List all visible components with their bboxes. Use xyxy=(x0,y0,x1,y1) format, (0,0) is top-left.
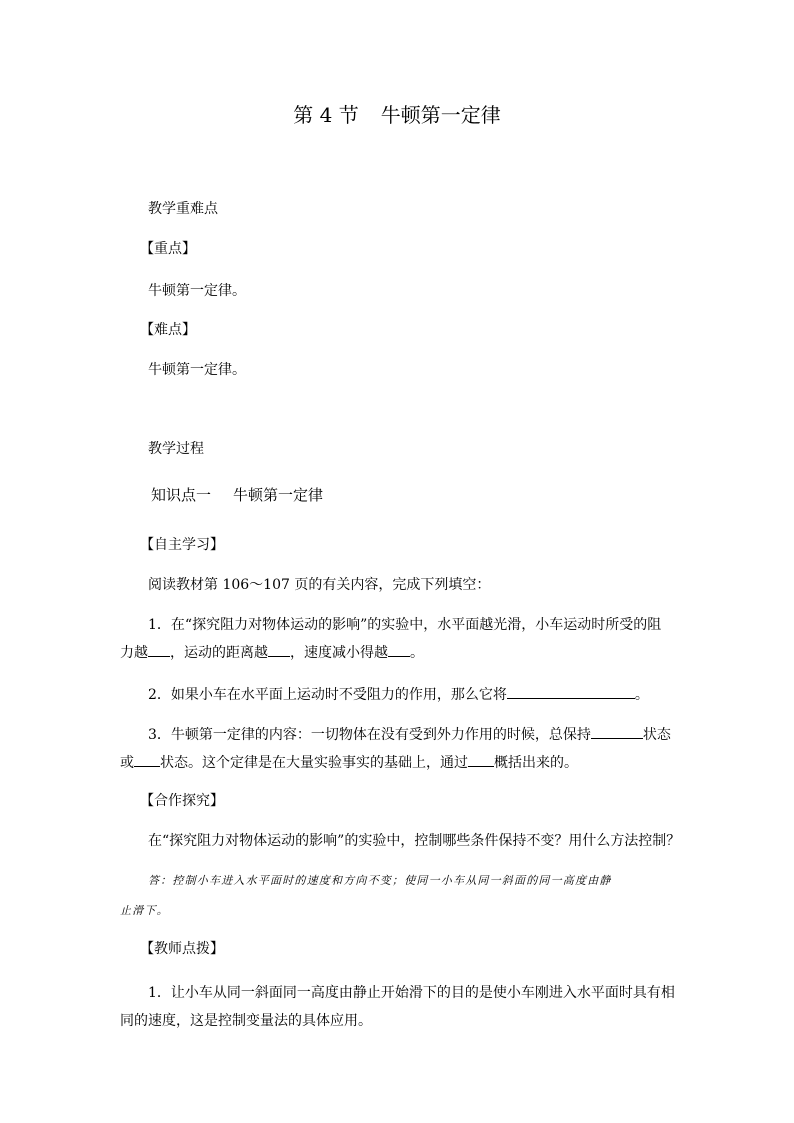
kp-label: 知识点一 xyxy=(151,486,212,504)
intro-text: 阅读教材第 106～107 页的有关内容，完成下列填空： xyxy=(148,577,491,593)
question-3-line-2: 或 状态。这个定律是在大量实验事实的基础上，通过 概括出来的。 xyxy=(120,752,578,772)
tip-1-line-1: 1．让小车从同一斜面同一高度由静止开始滑下的目的是使小车刚进入水平面时具有相 xyxy=(148,985,675,1001)
question-1-line-2: 力越 ，运动的距离越 ，速度减小得越 。 xyxy=(120,642,424,662)
difficulty-text: 牛顿第一定律。 xyxy=(148,362,246,378)
cooperation-question: 在“探究阻力对物体运动的影响”的实验中，控制哪些条件保持不变？用什么方法控制？ xyxy=(148,833,681,849)
blank-4[interactable] xyxy=(507,684,635,699)
question-2: 2．如果小车在水平面上运动时不受阻力的作用，那么它将 。 xyxy=(148,684,649,704)
cooperation-label: 【合作探究】 xyxy=(140,793,224,809)
knowledge-point-heading xyxy=(151,486,323,504)
blank-2[interactable] xyxy=(268,642,290,657)
self-study-label: 【自主学习】 xyxy=(140,537,224,553)
blank-7[interactable] xyxy=(468,752,494,767)
question-3-line-1: 3．牛顿第一定律的内容：一切物体在没有受到外力作用的时候，总保持 状态 xyxy=(148,724,671,744)
difficulty-label: 【难点】 xyxy=(140,322,196,338)
teacher-tip-label: 【教师点拨】 xyxy=(140,941,224,957)
blank-3[interactable] xyxy=(388,642,410,657)
section-number: 第 4 节 xyxy=(293,103,359,127)
tip-1-line-2: 同的速度，这是控制变量法的具体应用。 xyxy=(120,1013,372,1029)
blank-6[interactable] xyxy=(134,752,160,767)
blank-5[interactable] xyxy=(591,724,643,739)
answer-line-1: 答：控制小车进入水平面时的速度和方向不变；使同一小车从同一斜面的同一高度由静 xyxy=(148,874,612,887)
question-1-line-1: 1．在“探究阻力对物体运动的影响”的实验中，水平面越光滑，小车运动时所受的阻 xyxy=(148,617,662,633)
focus-heading: 教学重难点 xyxy=(148,201,218,217)
key-label: 【重点】 xyxy=(140,241,196,257)
page-title xyxy=(0,102,794,128)
key-text: 牛顿第一定律。 xyxy=(148,283,246,299)
blank-1[interactable] xyxy=(148,642,170,657)
answer-line-2: 止滑下。 xyxy=(120,904,169,917)
process-heading: 教学过程 xyxy=(148,441,204,457)
kp-name: 牛顿第一定律 xyxy=(233,486,324,504)
section-name: 牛顿第一定律 xyxy=(380,103,501,127)
